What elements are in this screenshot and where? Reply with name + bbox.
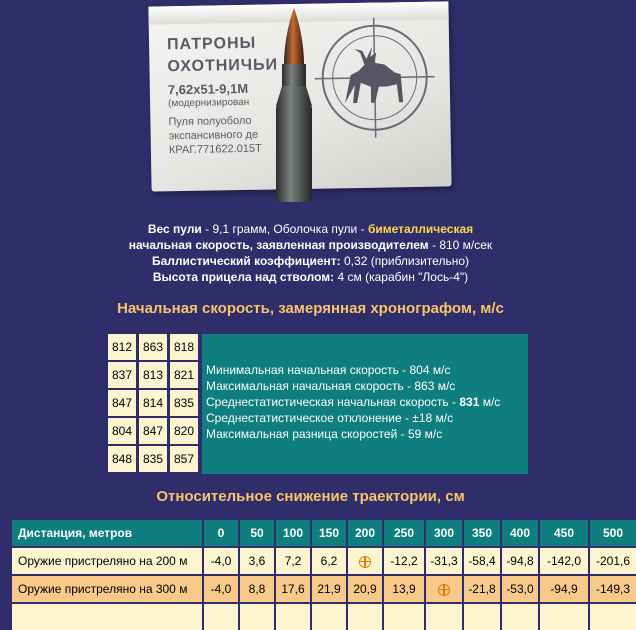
velocity-reading: 821 xyxy=(170,362,198,388)
trajectory-cell: -201,6 xyxy=(590,548,636,574)
velocity-reading: 837 xyxy=(108,362,136,388)
max-diff-text: Максимальная разница скоростей - 59 м/с xyxy=(206,427,443,441)
box-text-line: ПАТРОНЫ xyxy=(166,34,257,54)
trajectory-cell: -149,3 xyxy=(590,576,636,602)
trajectory-cell: -94,9 xyxy=(540,576,588,602)
trajectory-cell xyxy=(502,604,538,630)
zero-point-icon xyxy=(348,548,382,574)
distance-header-cell: 250 xyxy=(384,520,424,546)
distance-header-cell: 150 xyxy=(312,520,346,546)
crosshair-icon xyxy=(359,556,371,568)
trajectory-cell: 20,9 xyxy=(348,576,382,602)
table-header xyxy=(12,520,624,546)
velocity-heading: Начальная скорость, замерянная хронографом, м/с xyxy=(117,300,504,317)
trajectory-cell: 7,2 xyxy=(276,548,310,574)
table-row xyxy=(12,548,631,574)
velocity-table xyxy=(108,334,528,474)
distance-header-cell: 50 xyxy=(240,520,274,546)
cartridge-photo xyxy=(148,0,476,205)
distance-header-cell: 450 xyxy=(540,520,588,546)
trajectory-cell: 8,8 xyxy=(240,576,274,602)
zeroing-label: Оружие пристреляно на 300 м xyxy=(12,576,202,602)
distance-header-label: Дистанция, метров xyxy=(12,520,202,546)
table-row xyxy=(12,576,631,602)
trajectory-cell: 17,6 xyxy=(276,576,310,602)
trajectory-cell: -142,0 xyxy=(540,548,588,574)
velocity-reading: 804 xyxy=(108,418,136,444)
trajectory-cell: 21,9 xyxy=(312,576,346,602)
avg-velocity-text: Среднестатистическая начальная скорость - 831 м/с xyxy=(206,395,501,409)
box-text-line: экспансивного де xyxy=(168,128,259,143)
moose-scope-logo xyxy=(314,12,436,144)
velocity-reading: 863 xyxy=(139,334,167,360)
velocity-reading: 820 xyxy=(170,418,198,444)
distance-header-cell: 200 xyxy=(348,520,382,546)
velocity-reading: 835 xyxy=(139,446,167,472)
trajectory-cell: -58,4 xyxy=(464,548,500,574)
velocity-summary xyxy=(202,334,528,474)
max-velocity-text: Максимальная начальная скорость - 863 м/с xyxy=(206,379,456,393)
velocity-reading: 848 xyxy=(108,446,136,472)
trajectory-cell xyxy=(204,604,238,630)
avg-velocity-value: 831 xyxy=(459,395,480,409)
trajectory-heading: Относительное снижение траектории, см xyxy=(156,488,465,505)
trajectory-cell xyxy=(426,604,462,630)
velocity-reading: 847 xyxy=(139,418,167,444)
sight-height-line: Высота прицела над стволом: 4 см (карабин "Лось-4") xyxy=(152,270,469,284)
trajectory-cell: -21,8 xyxy=(464,576,500,602)
table-row xyxy=(12,604,621,630)
velocity-reading: 847 xyxy=(108,390,136,416)
trajectory-cell: -94,8 xyxy=(502,548,538,574)
crosshair-icon xyxy=(438,584,450,596)
distance-header-cell: 0 xyxy=(204,520,238,546)
box-text-line: ОХОТНИЧЬИ xyxy=(167,56,279,76)
trajectory-cell xyxy=(348,604,382,630)
trajectory-cell xyxy=(240,604,274,630)
trajectory-cell xyxy=(590,604,636,630)
trajectory-cell xyxy=(464,604,500,630)
zero-point-icon xyxy=(426,576,462,602)
distance-header-cell: 500 xyxy=(590,520,636,546)
trajectory-cell xyxy=(276,604,310,630)
velocity-reading: 857 xyxy=(170,446,198,472)
velocity-reading: 812 xyxy=(108,334,136,360)
velocity-reading: 813 xyxy=(139,362,167,388)
trajectory-cell xyxy=(384,604,424,630)
velocity-reading: 814 xyxy=(139,390,167,416)
trajectory-cell: -12,2 xyxy=(384,548,424,574)
ballistic-coefficient-line: Баллистический коэффициент: 0,32 (приблизительно) xyxy=(152,254,469,268)
box-text-line: 7,62х51-9,1М xyxy=(167,80,249,98)
distance-header-cell: 300 xyxy=(426,520,462,546)
jacket-type-highlight: биметаллическая xyxy=(367,222,474,236)
trajectory-cell xyxy=(12,604,202,630)
zeroing-label: Оружие пристреляно на 200 м xyxy=(12,548,202,574)
trajectory-cell: 3,6 xyxy=(240,548,274,574)
trajectory-cell: -53,0 xyxy=(502,576,538,602)
box-text-line: (модернизирован xyxy=(168,96,250,110)
box-text-line: КРАГ.771622.015Т xyxy=(168,142,262,157)
min-velocity-text: Минимальная начальная скорость - 804 м/с xyxy=(206,363,451,377)
distance-header-cell: 350 xyxy=(464,520,500,546)
manufacturer-velocity-line: начальная скорость, заявленная производителем - 810 м/сек xyxy=(128,238,493,252)
deviation-text: Среднестатистическое отклонение - ±18 м/с xyxy=(206,411,454,425)
trajectory-cell xyxy=(312,604,346,630)
trajectory-cell: -4,0 xyxy=(204,548,238,574)
bullet-weight-line: Вес пули - 9,1 грамм, Оболочка пули - биметаллическая xyxy=(147,222,474,236)
box-text-line: Пуля полуоболо xyxy=(168,114,252,129)
trajectory-cell: 13,9 xyxy=(384,576,424,602)
distance-header-cell: 100 xyxy=(276,520,310,546)
trajectory-cell xyxy=(540,604,588,630)
distance-header-cell: 400 xyxy=(502,520,538,546)
velocity-reading: 835 xyxy=(170,390,198,416)
velocity-reading: 818 xyxy=(170,334,198,360)
trajectory-cell: 6,2 xyxy=(312,548,346,574)
trajectory-cell: -31,3 xyxy=(426,548,462,574)
trajectory-cell: -4,0 xyxy=(204,576,238,602)
cartridge-icon xyxy=(266,6,322,206)
